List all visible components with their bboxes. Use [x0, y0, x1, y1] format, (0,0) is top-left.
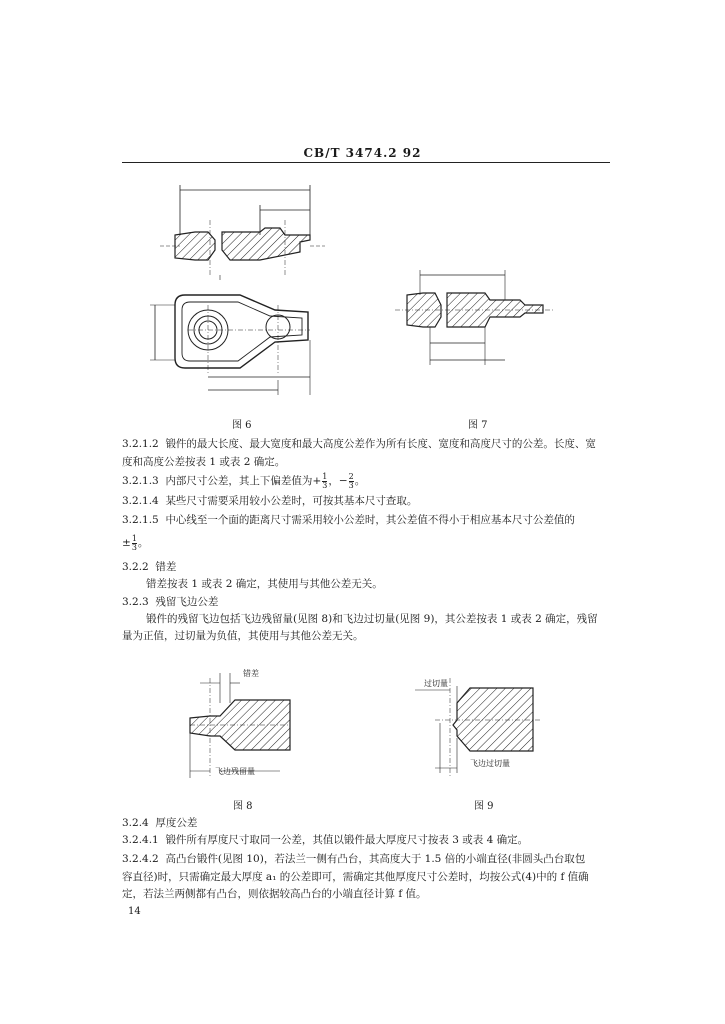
clause-number: 3.2.1.4: [122, 495, 159, 507]
figure-8-label-bottom: 飞边残留量: [215, 767, 255, 776]
para-3-2-3-line1: 锻件的残留飞边包括飞边残留量(见图 8)和飞边过切量(见图 9)，其公差按表 1 或表 2 确定，残留: [146, 613, 598, 625]
para-3-2-3-line2: 量为正值，过切量为负值，其使用与其他公差无关。: [122, 630, 364, 642]
heading-text: 厚度公差: [155, 817, 198, 829]
para-3-2-2: 错差按表 1 或表 2 确定，其使用与其他公差无关。: [146, 578, 383, 590]
heading-3-2-2: [122, 560, 176, 574]
heading-text: 错差: [155, 561, 177, 573]
para-text: 高凸台锻件(见图 10)，若法兰一侧有凸台，其高度大于 1.5 倍的小端直径(非圆头凸台取包: [165, 853, 586, 865]
clause-number: 3.2.2: [122, 561, 149, 573]
para-3-2-1-2-line1: [122, 437, 596, 451]
figure-7-caption: 图 7: [468, 420, 488, 431]
fraction-numerator: 2: [348, 471, 354, 481]
para-text: 某些尺寸需要采用较小公差时，可按其基本尺寸查取。: [165, 495, 418, 507]
figure-7-drawing: [395, 265, 555, 375]
figure-9-label-top: 过切量: [424, 679, 448, 688]
figure-9-caption: 图 9: [474, 801, 494, 812]
para-text: 内部尺寸公差，其上下偏差值为: [165, 475, 313, 487]
fraction-one-third: [132, 535, 137, 552]
para-3-2-1-3: [122, 472, 365, 490]
para-3-2-1-5-line1: [122, 513, 575, 527]
minus-sign: ，−: [328, 475, 348, 487]
para-text: 锻件所有厚度尺寸取同一公差，其值以锻件最大厚度尺寸按表 3 或表 4 确定。: [165, 834, 529, 846]
heading-text: 残留飞边公差: [155, 596, 219, 608]
para-text: 中心线至一个面的距离尺寸需采用较小公差时，其公差值不得小于相应基本尺寸公差值的: [165, 514, 575, 526]
clause-number: 3.2.1.5: [122, 514, 159, 526]
heading-3-2-4: [122, 816, 197, 830]
para-text: 锻件的最大长度、最大宽度和最大高度公差作为所有长度、宽度和高度尺寸的公差。长度、宽: [165, 438, 596, 450]
figure-6-drawing: [150, 180, 350, 405]
clause-number: 3.2.4.1: [122, 834, 159, 846]
heading-3-2-3: [122, 595, 218, 609]
para-3-2-1-5-line2: [122, 534, 148, 552]
para-end: 。: [354, 475, 366, 487]
figure-8-label-top: 错差: [243, 669, 259, 678]
figure-9-label-bottom: 飞边过切量: [470, 759, 510, 768]
figure-6-caption: 图 6: [232, 420, 252, 431]
fraction-denominator: 3: [348, 480, 354, 490]
para-3-2-1-2-line2: 度和高度公差按表 1 或表 2 确定。: [122, 456, 286, 468]
para-3-2-4-2-line1: [122, 852, 585, 866]
fraction-two-thirds: [349, 473, 354, 490]
clause-number: 3.2.1.2: [122, 438, 159, 450]
fraction-numerator: 1: [131, 533, 137, 543]
fraction-numerator: 1: [322, 471, 328, 481]
clause-number: 3.2.4.2: [122, 853, 159, 865]
para-3-2-4-2-line3: 定，若法兰两侧都有凸台，则依据较高凸台的小端直径计算 f 值。: [122, 888, 427, 900]
fraction-one-third: [322, 473, 327, 490]
clause-number: 3.2.4: [122, 817, 149, 829]
page-number: 14: [128, 906, 141, 917]
clause-number: 3.2.3: [122, 596, 149, 608]
para-3-2-1-4: [122, 494, 417, 508]
fraction-denominator: 3: [131, 542, 137, 552]
para-end: 。: [137, 537, 149, 549]
plus-minus-sign: ±: [122, 537, 131, 549]
clause-number: 3.2.1.3: [122, 475, 159, 487]
figure-8-caption: 图 8: [233, 801, 253, 812]
para-3-2-4-1: [122, 833, 528, 847]
plus-sign: +: [312, 475, 322, 487]
fraction-denominator: 3: [322, 480, 328, 490]
standard-header: CB/T 3474.2 92: [303, 146, 422, 160]
header-rule: [122, 162, 610, 163]
para-3-2-4-2-line2: 容直径)时，只需确定最大厚度 a₁ 的公差即可，需确定其他厚度尺寸公差时，均按公式(4)中的 f 值确: [122, 871, 589, 883]
figure-8-drawing: [180, 668, 310, 780]
